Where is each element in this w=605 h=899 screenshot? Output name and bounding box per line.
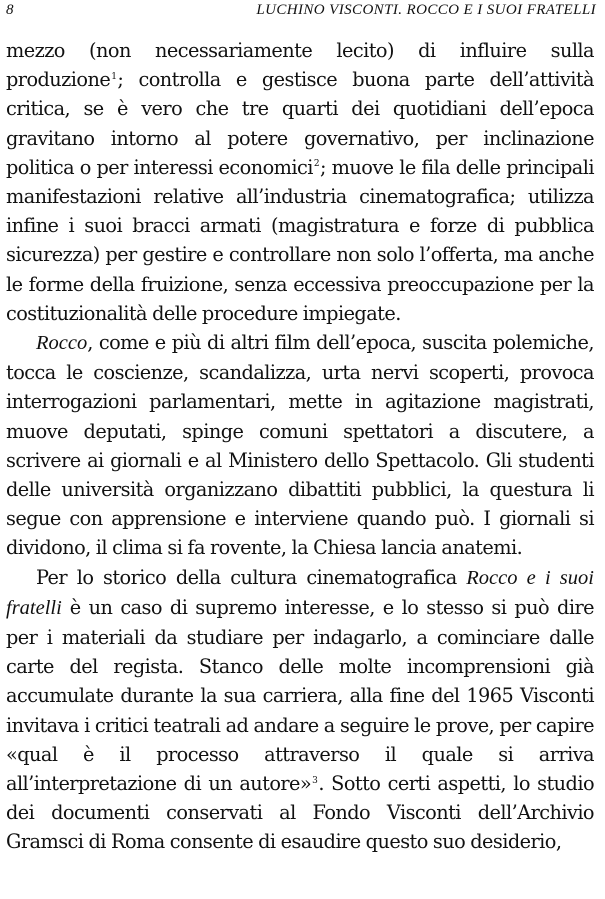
running-head	[6, 2, 596, 24]
paragraph-text: ; muove le fila delle principali manifestazioni relative all’industria cinematografica; utilizza infine i suoi bracci armati (magistratura e forze di pubblica sicurezza) per gestire e controllare non solo l’offerta, ma anche le forme della fruizione, senza eccessiva preoccupazione per la costituzionalità delle procedure impiegate.	[6, 155, 594, 325]
paragraph-text: mezzo (non necessariamente lecito) di influire sulla produzione	[6, 39, 594, 92]
footnote-ref-2: 2	[313, 159, 320, 170]
paragraph-text: Per lo storico della cultura cinematografica	[36, 565, 467, 589]
film-title-italic: Rocco e i suoi fratelli	[6, 566, 594, 619]
running-title: LUCHINO VISCONTI. ROCCO E I SUOI FRATELLI	[256, 2, 596, 18]
footnote-ref-3: 3	[312, 775, 318, 786]
paragraph-3	[6, 563, 594, 857]
page-number: 8	[6, 2, 14, 18]
paragraph-1	[6, 36, 594, 328]
paragraph-2	[6, 328, 594, 563]
body-text	[6, 36, 594, 857]
paragraph-text: . Sotto certi aspetti, lo studio dei documenti conservati al Fondo Visconti dell’Archivio Gramsci di Roma consente di esaudire questo suo desiderio,	[6, 772, 595, 854]
film-title-italic: Rocco	[36, 332, 88, 355]
paragraph-text: ; controlla e gestisce buona parte dell’attività critica, se è vero che tre quarti dei quotidiani dell’epoca gravitano intorno al potere governativo, per inclinazione politica o per interessi economici	[6, 68, 594, 179]
paragraph-text: è un caso di supremo interesse, e lo stesso si può dire per i materiali da studiare per indagarlo, a cominciare dalle carte del regista. Stanco delle molte incomprensioni già accumulate durante la sua carriera, alla fine del 1965 Visconti invitava i critici teatrali ad andare a seguire le prove, per capire «qual è il processo attraverso il quale si arriva all’interpretazione di un autore»	[6, 595, 594, 796]
footnote-ref-1: 1	[111, 71, 117, 82]
paragraph-text: , come e più di altri film dell’epoca, suscita polemiche, tocca le coscienze, scandalizza, urta nervi scoperti, provoca interrogazioni parlamentari, mette in agitazione magistrati, muove deputati, spinge comuni spettatori a discutere, a scrivere ai giornali e al Ministero dello Spettacolo. Gli studenti delle università organizzano dibattiti pubblici, la questura li segue con apprensione e interviene quando può. I giornali si dividono, il clima si fa rovente, la Chiesa lancia anatemi.	[6, 331, 594, 560]
